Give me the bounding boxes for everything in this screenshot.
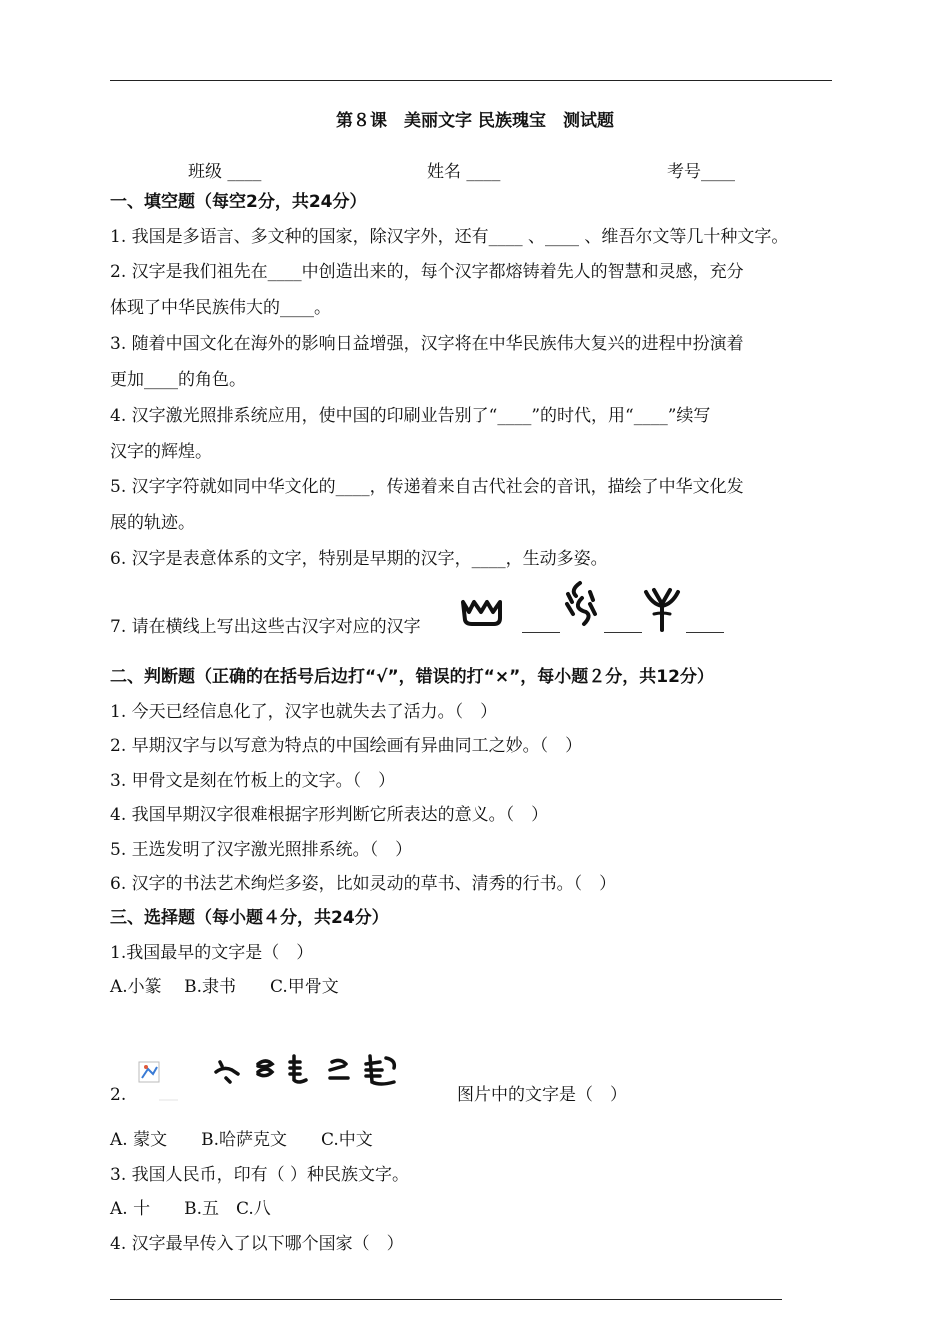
broken-image-icon — [138, 1061, 178, 1101]
s1-line-9: 展的轨迹。 — [110, 513, 195, 533]
s1-line-3: 体现了中华民族伟大的____。 — [110, 298, 331, 318]
mongolian-script-image — [210, 1050, 410, 1090]
s1-line-4: 3. 随着中国文化在海外的影响日益增强，汉字将在中华民族伟大复兴的进程中扮演着 — [110, 334, 744, 354]
s1-line-10: 6. 汉字是表意体系的文字，特别是早期的汉字，____，生动多姿。 — [110, 549, 608, 569]
s3-q1-options: A.小篆 B.隶书 C.甲骨文 — [110, 977, 339, 997]
s1-line-2: 2. 汉字是我们祖先在____中创造出来的，每个汉字都熔铸着先人的智慧和灵感，充分 — [110, 262, 744, 282]
s1-line-5: 更加____的角色。 — [110, 370, 246, 390]
s3-q3-options: A. 十 B.五 C.八 — [110, 1199, 271, 1219]
ancient-glyph-3-icon — [640, 586, 684, 634]
top-rule — [110, 80, 832, 81]
s1-line-6: 4. 汉字激光照排系统应用，使中国的印刷业告别了“____”的时代，用“____”续写 — [110, 406, 711, 426]
ancient-glyph-1-icon — [460, 596, 504, 628]
s2-line-4: 4. 我国早期汉字很难根据字形判断它所表达的意义。（ ） — [110, 805, 549, 825]
q7-text: 7. 请在横线上写出这些古汉字对应的汉字 — [110, 617, 421, 637]
q7-blank-2 — [604, 616, 642, 639]
s2-line-3: 3. 甲骨文是刻在竹板上的文字。（ ） — [110, 771, 396, 791]
s3-q4: 4. 汉字最早传入了以下哪个国家（ ） — [110, 1234, 404, 1254]
section2-heading: 二、判断题（正确的在括号后边打“√”，错误的打“×”，每小题２分，共12分） — [110, 667, 714, 687]
bottom-rule — [110, 1299, 782, 1300]
s3-q1: 1.我国最早的文字是（ ） — [110, 943, 314, 963]
s3-q2-text: 图片中的文字是（ ） — [457, 1085, 627, 1105]
section3-heading: 三、选择题（每小题４分，共24分） — [110, 908, 389, 928]
s2-line-1: 1. 今天已经信息化了，汉字也就失去了活力。（ ） — [110, 702, 498, 722]
s2-line-6: 6. 汉字的书法艺术绚烂多姿，比如灵动的草书、清秀的行书。（ ） — [110, 874, 617, 894]
ancient-glyph-2-icon — [562, 580, 598, 630]
class-field: 班级 ____ — [188, 162, 262, 182]
s1-line-1: 1. 我国是多语言、多文种的国家，除汉字外，还有____ 、____ 、维吾尔文等几十种文字。 — [110, 227, 789, 247]
name-field: 姓名 ____ — [427, 162, 501, 182]
s2-line-5: 5. 王选发明了汉字激光照排系统。（ ） — [110, 840, 413, 860]
s1-line-8: 5. 汉字字符就如同中华文化的____，传递着来自古代社会的音讯，描绘了中华文化发 — [110, 477, 744, 497]
s3-q2-number: 2. — [110, 1085, 127, 1105]
section1-heading: 一、填空题（每空2分，共24分） — [110, 192, 367, 212]
page-title: 第８课 美丽文字 民族瑰宝 测试题 — [336, 111, 614, 131]
id-field: 考号____ — [667, 162, 735, 182]
q7-blank-1 — [522, 616, 560, 639]
s2-line-2: 2. 早期汉字与以写意为特点的中国绘画有异曲同工之妙。（ ） — [110, 736, 583, 756]
s3-q2-options: A. 蒙文 B.哈萨克文 C.中文 — [110, 1130, 373, 1150]
q7-blank-3 — [686, 616, 724, 639]
s1-line-7: 汉字的辉煌。 — [110, 442, 212, 462]
s3-q3: 3. 我国人民币，印有（ ）种民族文字。 — [110, 1165, 410, 1185]
